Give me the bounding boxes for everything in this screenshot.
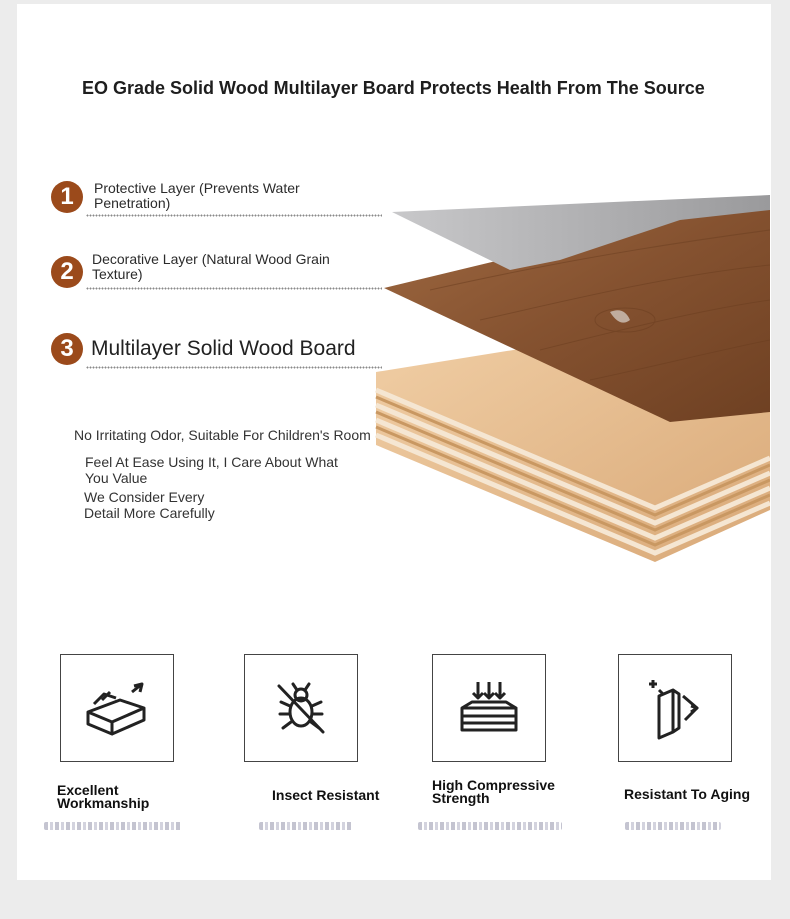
feature-1-label: Excellent Workmanship — [57, 782, 150, 811]
layer-2-label: Decorative Layer (Natural Wood Grain Texture) — [92, 251, 330, 282]
feature-2-label: Insect Resistant — [272, 787, 380, 803]
layer-3-number-badge: 3 — [51, 333, 83, 365]
paragraph-feel-at-ease: Feel At Ease Using It, I Care About What You Value — [85, 454, 338, 486]
pressure-icon — [454, 678, 524, 738]
layer-1-number-badge: 1 — [51, 181, 83, 213]
feature-4-icon-box — [618, 654, 732, 762]
feature-2-caption-scribble — [259, 822, 353, 830]
layer-3-label: Multilayer Solid Wood Board — [91, 337, 356, 360]
layer-2-number-badge: 2 — [51, 256, 83, 288]
layer-1-leader-line — [86, 214, 382, 217]
paragraph-no-odor: No Irritating Odor, Suitable For Children's Room — [74, 427, 371, 443]
feature-1-caption-scribble — [44, 822, 182, 830]
no-bug-icon — [271, 678, 331, 738]
feature-4-label: Resistant To Aging — [624, 786, 750, 802]
board-cut-icon — [82, 678, 152, 738]
layer-2-leader-line — [86, 287, 382, 290]
layer-3-leader-line — [86, 366, 382, 369]
feature-3-label: High Compressive Strength — [432, 777, 555, 806]
feature-1-icon-box — [60, 654, 174, 762]
layer-1-label: Protective Layer (Prevents Water Penetration) — [94, 180, 300, 211]
paragraph-every-detail: We Consider Every Detail More Carefully — [84, 489, 215, 521]
feature-3-caption-scribble — [418, 822, 562, 830]
feature-3-icon-box — [432, 654, 546, 762]
aging-shield-icon — [645, 676, 705, 740]
feature-2-icon-box — [244, 654, 358, 762]
feature-4-caption-scribble — [625, 822, 721, 830]
page-title: EO Grade Solid Wood Multilayer Board Protects Health From The Source — [82, 78, 705, 98]
board-layers-illustration — [370, 190, 770, 570]
